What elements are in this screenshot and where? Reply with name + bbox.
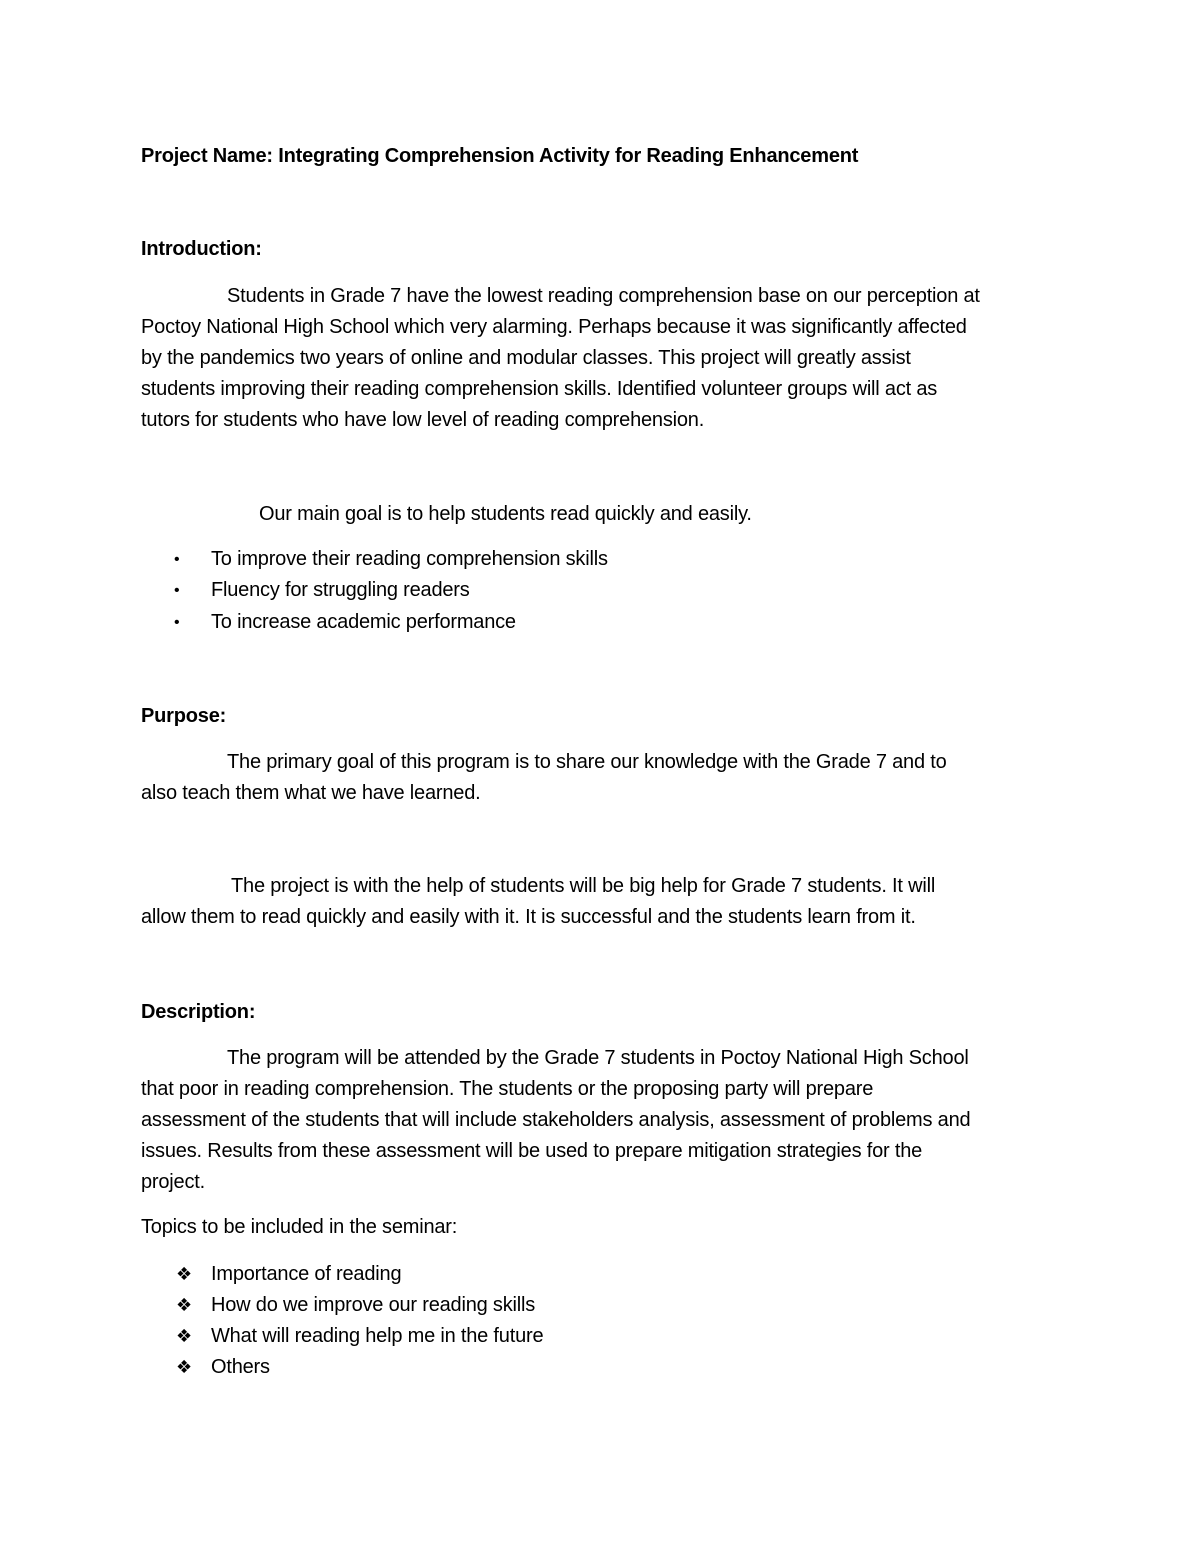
description-line: that poor in reading comprehension. The students or the proposing party will prepare [141, 1078, 874, 1100]
topic-item: What will reading help me in the future [211, 1325, 544, 1347]
diamond-bullet-icon: ❖ [176, 1326, 193, 1346]
bullet-icon: • [174, 551, 180, 568]
purpose-line: The primary goal of this program is to share our knowledge with the Grade 7 and to [227, 751, 947, 773]
goal-bullet-item: To improve their reading comprehension skills [211, 548, 608, 570]
introduction-line: Students in Grade 7 have the lowest reading comprehension base on our perception at [227, 285, 980, 307]
topics-intro: Topics to be included in the seminar: [141, 1216, 458, 1238]
description-line: assessment of the students that will include stakeholders analysis, assessment of problems and [141, 1109, 971, 1131]
main-goal: Our main goal is to help students read quickly and easily. [259, 503, 752, 525]
goal-bullet-item: To increase academic performance [211, 611, 516, 633]
diamond-bullet-icon: ❖ [176, 1264, 193, 1284]
description-heading: Description: [141, 1001, 256, 1023]
topic-item: Importance of reading [211, 1263, 402, 1285]
project-title-label: Project Name: [141, 145, 273, 167]
bullet-icon: • [174, 614, 180, 631]
topic-item: How do we improve our reading skills [211, 1294, 536, 1316]
introduction-line: Poctoy National High School which very alarming. Perhaps because it was significantly affected [141, 316, 967, 338]
description-line: issues. Results from these assessment will be used to prepare mitigation strategies for the [141, 1140, 923, 1162]
introduction-heading: Introduction: [141, 238, 262, 260]
topic-item: Others [211, 1356, 270, 1378]
diamond-bullet-icon: ❖ [176, 1295, 193, 1315]
project-title [141, 141, 858, 172]
purpose-line: The project is with the help of students will be big help for Grade 7 students. It will [231, 875, 936, 897]
introduction-line: tutors for students who have low level of reading comprehension. [141, 409, 705, 431]
introduction-line: students improving their reading comprehension skills. Identified volunteer groups will act as [141, 378, 938, 400]
diamond-bullet-icon: ❖ [176, 1357, 193, 1377]
introduction-line: by the pandemics two years of online and modular classes. This project will greatly assist [141, 347, 911, 369]
purpose-line: also teach them what we have learned. [141, 782, 481, 804]
goal-bullet-item: Fluency for struggling readers [211, 579, 470, 601]
purpose-heading: Purpose: [141, 705, 227, 727]
project-title-name: Integrating Comprehension Activity for Reading Enhancement [278, 145, 859, 167]
purpose-line: allow them to read quickly and easily with it. It is successful and the students learn from it. [141, 906, 916, 928]
bullet-icon: • [174, 582, 180, 599]
description-line: The program will be attended by the Grade 7 students in Poctoy National High School [227, 1047, 969, 1069]
description-line: project. [141, 1171, 205, 1193]
